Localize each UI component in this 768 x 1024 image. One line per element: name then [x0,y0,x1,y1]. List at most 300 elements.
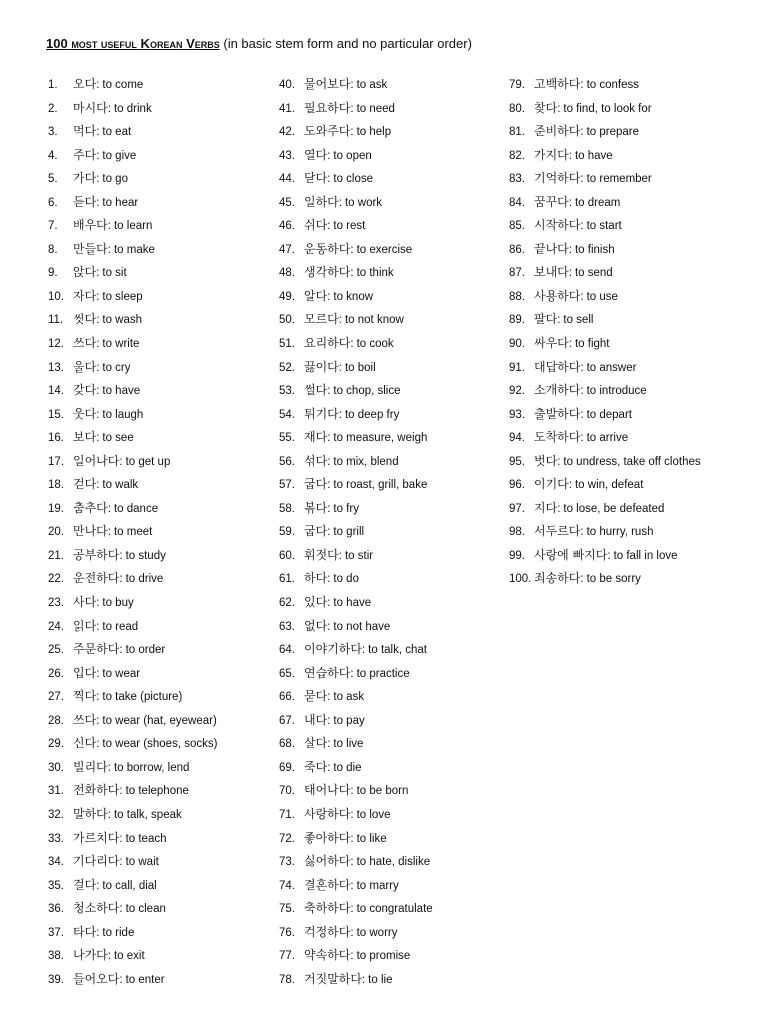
english-meaning: to like [356,832,387,845]
korean-verb: 갖다 [73,383,97,398]
item-number: 52. [279,361,295,374]
item-number: 24. [48,620,64,633]
english-meaning: to take (picture) [102,691,183,704]
separator: : [350,926,354,939]
separator: : [350,667,354,680]
english-meaning: to not know [344,314,404,327]
korean-verb: 만들다 [73,241,108,256]
separator: : [107,220,111,233]
korean-verb: 운전하다 [73,571,120,586]
english-meaning: to enter [125,973,165,986]
item-number: 80. [509,102,525,115]
korean-verb: 들어오다 [73,971,120,986]
item-number: 91. [509,361,525,374]
korean-verb: 준비하다 [534,124,581,139]
separator: : [119,785,123,798]
item-number: 20. [48,526,64,539]
separator: : [580,290,584,303]
english-meaning: to have [102,385,141,398]
english-meaning: to hurry, rush [586,526,654,539]
english-meaning: to ride [102,926,135,939]
korean-verb: 도와주다 [304,124,351,139]
english-meaning: to send [574,267,613,280]
separator: : [96,385,100,398]
list-item [48,120,273,144]
item-number: 99. [509,549,525,562]
separator: : [338,549,342,562]
korean-verb: 마시다 [73,100,108,115]
english-meaning: to dance [113,502,159,515]
english-meaning: to win, defeat [574,479,644,492]
english-meaning: to marry [356,879,399,892]
item-number: 46. [279,220,295,233]
list-item [48,426,273,450]
separator: : [580,385,584,398]
list-item [279,73,507,97]
item-number: 15. [48,408,64,421]
separator: : [119,573,123,586]
separator: : [96,738,100,751]
item-number: 49. [279,290,295,303]
english-meaning: to come [102,79,144,91]
item-number: 29. [48,738,64,751]
korean-verb: 듣다 [73,194,97,209]
item-number: 36. [48,903,64,916]
list-item [509,567,759,591]
list-item [48,968,273,992]
separator: : [96,149,100,162]
separator: : [350,126,354,139]
korean-verb: 내다 [304,712,328,727]
korean-verb: 끓이다 [304,359,339,374]
separator: : [107,761,111,774]
item-number: 35. [48,879,64,892]
korean-verb: 요리하다 [304,336,351,351]
separator: : [327,502,331,515]
list-item [279,97,507,121]
item-number: 22. [48,573,64,586]
korean-verb: 가다 [73,171,97,186]
list-item [279,285,507,309]
item-number: 43. [279,149,295,162]
korean-verb: 서두르다 [534,524,581,539]
separator: : [568,196,572,209]
list-item [48,238,273,262]
english-meaning: to call, dial [102,879,157,892]
separator: : [327,714,331,727]
list-item [48,497,273,521]
list-item [509,191,759,215]
list-item [509,473,759,497]
page-title [46,36,472,51]
item-number: 90. [509,338,525,351]
separator: : [580,173,584,186]
english-meaning: to clean [125,903,166,916]
korean-verb: 쉬다 [304,218,328,233]
item-number: 32. [48,808,64,821]
item-number: 77. [279,950,295,963]
separator: : [580,526,584,539]
english-meaning: to have [574,149,613,162]
korean-verb: 읽다 [73,618,97,633]
separator: : [96,314,100,327]
english-meaning: to write [102,338,140,351]
separator: : [327,691,331,704]
list-item [48,662,273,686]
list-item [279,167,507,191]
korean-verb: 앉다 [73,265,97,280]
english-meaning: to boil [344,361,376,374]
list-item [279,261,507,285]
korean-verb: 좋아하다 [304,830,351,845]
korean-verb: 일하다 [304,194,339,209]
separator: : [350,102,354,115]
list-item [509,403,759,427]
list-item [48,520,273,544]
korean-verb: 오다 [73,77,97,91]
item-number: 75. [279,903,295,916]
item-number: 63. [279,620,295,633]
english-meaning: to fall in love [613,549,678,562]
korean-verb: 대답하다 [534,359,581,374]
item-number: 4. [48,149,58,162]
item-number: 10. [48,290,64,303]
korean-verb: 걱정하다 [304,924,351,939]
separator: : [327,573,331,586]
english-meaning: to practice [356,667,410,680]
korean-verb: 재다 [304,430,328,445]
separator: : [327,290,331,303]
korean-verb: 사랑에 빠지다 [534,547,608,562]
separator: : [96,691,100,704]
korean-verb: 싫어하다 [304,854,351,869]
item-number: 87. [509,267,525,280]
item-number: 68. [279,738,295,751]
separator: : [119,973,123,986]
separator: : [96,408,100,421]
item-number: 13. [48,361,64,374]
separator: : [327,761,331,774]
separator: : [338,361,342,374]
english-meaning: to help [356,126,392,139]
english-meaning: to teach [125,832,167,845]
korean-verb: 고백하다 [534,77,581,91]
item-number: 100. [509,573,532,586]
list-item [48,356,273,380]
separator: : [350,856,354,869]
item-number: 93. [509,408,525,421]
korean-verb: 타다 [73,924,97,939]
item-number: 92. [509,385,525,398]
item-number: 17. [48,455,64,468]
separator: : [96,338,100,351]
separator: : [327,597,331,610]
english-meaning: to depart [586,408,632,421]
verb-column-3 [509,73,759,591]
korean-verb: 볶다 [304,500,328,515]
list-item [279,520,507,544]
english-meaning: to meet [113,526,153,539]
english-meaning: to walk [102,479,139,492]
english-meaning: to answer [586,361,637,374]
english-meaning: to laugh [102,408,144,421]
korean-verb: 팔다 [534,312,558,327]
title-prefix: 100 [46,36,72,51]
korean-verb: 주문하다 [73,642,120,657]
korean-verb: 결혼하다 [304,877,351,892]
item-number: 1. [48,79,58,91]
list-item [279,850,507,874]
korean-verb: 꿈꾸다 [534,194,569,209]
korean-verb: 기억하다 [534,171,581,186]
separator: : [96,432,100,445]
list-item [48,97,273,121]
separator: : [568,267,572,280]
list-item [509,379,759,403]
list-item [279,426,507,450]
title-erbs: erbs [194,36,220,51]
korean-verb: 묻다 [304,689,328,704]
list-item [509,97,759,121]
korean-verb: 살다 [304,736,328,751]
list-item [279,238,507,262]
list-item [48,944,273,968]
list-item [279,827,507,851]
item-number: 74. [279,879,295,892]
title-v: V [186,36,195,51]
item-number: 66. [279,691,295,704]
english-meaning: to roast, grill, bake [333,479,428,492]
english-meaning: to do [333,573,359,586]
separator: : [96,926,100,939]
english-meaning: to learn [113,220,153,233]
item-number: 83. [509,173,525,186]
separator: : [607,549,611,562]
korean-verb: 열다 [304,147,328,162]
english-meaning: to drive [125,573,164,586]
english-meaning: to sit [102,267,127,280]
separator: : [327,385,331,398]
list-item [509,426,759,450]
item-number: 82. [509,149,525,162]
item-number: 18. [48,479,64,492]
separator: : [96,361,100,374]
list-item [509,544,759,568]
korean-verb: 굽다 [304,477,328,492]
english-meaning: to get up [125,455,171,468]
korean-verb: 말하다 [73,806,108,821]
list-item [48,214,273,238]
english-meaning: to lie [368,973,393,986]
separator: : [96,196,100,209]
item-number: 2. [48,102,58,115]
english-meaning: to hear [102,196,139,209]
korean-verb: 기다리다 [73,854,120,869]
list-item [279,968,507,992]
item-number: 97. [509,502,525,515]
korean-verb: 걸다 [73,877,97,892]
separator: : [96,79,100,91]
english-meaning: to cook [356,338,394,351]
list-item [509,238,759,262]
english-meaning: to read [102,620,139,633]
list-item [279,803,507,827]
list-item [48,261,273,285]
separator: : [557,455,561,468]
korean-verb: 공부하다 [73,547,120,562]
english-meaning: to exit [113,950,145,963]
korean-verb: 울다 [73,359,97,374]
korean-verb: 입다 [73,665,97,680]
korean-verb: 도착하다 [534,430,581,445]
list-item [279,921,507,945]
separator: : [327,220,331,233]
list-item [509,73,759,97]
item-number: 60. [279,549,295,562]
english-meaning: to worry [356,926,398,939]
english-meaning: to lose, be defeated [563,502,665,515]
title-orean: orean [149,36,183,51]
list-item [279,779,507,803]
korean-verb: 죄송하다 [534,571,581,586]
separator: : [107,502,111,515]
korean-verb: 있다 [304,595,328,610]
korean-verb: 나가다 [73,948,108,963]
list-item [48,403,273,427]
separator: : [568,479,572,492]
korean-verb: 보내다 [534,265,569,280]
korean-verb: 만나다 [73,524,108,539]
item-number: 38. [48,950,64,963]
list-item [279,403,507,427]
separator: : [107,102,111,115]
korean-verb: 모르다 [304,312,339,327]
separator: : [568,243,572,256]
item-number: 42. [279,126,295,139]
item-number: 71. [279,808,295,821]
korean-verb: 태어나다 [304,783,351,798]
separator: : [350,267,354,280]
item-number: 11. [48,314,64,327]
english-meaning: to measure, weigh [333,432,428,445]
korean-verb: 축하하다 [304,901,351,916]
english-meaning: to grill [333,526,365,539]
korean-verb: 자다 [73,288,97,303]
item-number: 31. [48,785,64,798]
english-meaning: to love [356,808,391,821]
separator: : [327,455,331,468]
item-number: 40. [279,79,295,91]
list-item [48,73,273,97]
separator: : [361,973,366,986]
list-item [279,685,507,709]
list-item [48,332,273,356]
korean-verb: 쓰다 [73,336,97,351]
item-number: 67. [279,714,295,727]
item-number: 59. [279,526,295,539]
item-number: 8. [48,243,58,256]
item-number: 12. [48,338,64,351]
item-number: 89. [509,314,525,327]
item-number: 3. [48,126,58,139]
english-meaning: to not have [333,620,391,633]
list-item [279,497,507,521]
list-item [509,261,759,285]
english-meaning: to die [333,761,362,774]
english-meaning: to deep fry [344,408,400,421]
title-small-caps: most useful [71,36,141,51]
separator: : [119,455,123,468]
separator: : [338,314,342,327]
item-number: 50. [279,314,295,327]
korean-verb: 가르치다 [73,830,120,845]
english-meaning: to sleep [102,290,143,303]
english-meaning: to hate, dislike [356,856,431,869]
separator: : [350,808,354,821]
separator: : [350,338,354,351]
separator: : [96,667,100,680]
separator: : [568,338,572,351]
list-item [279,638,507,662]
item-number: 94. [509,432,525,445]
english-meaning: to finish [574,243,615,256]
separator: : [338,196,342,209]
korean-verb: 보다 [73,430,97,445]
separator: : [107,526,111,539]
separator: : [119,832,123,845]
english-meaning: to live [333,738,364,751]
korean-verb: 싸우다 [534,336,569,351]
english-meaning: to make [113,243,155,256]
separator: : [107,950,111,963]
item-number: 88. [509,290,525,303]
korean-verb: 찍다 [73,689,97,704]
item-number: 9. [48,267,58,280]
item-number: 62. [279,597,295,610]
english-meaning: to stir [344,549,374,562]
english-meaning: to order [125,644,166,657]
list-item [48,285,273,309]
english-meaning: to talk, chat [368,644,427,657]
separator: : [361,644,366,657]
item-number: 81. [509,126,525,139]
separator: : [96,290,100,303]
list-item [279,662,507,686]
separator: : [350,79,354,91]
korean-verb: 생각하다 [304,265,351,280]
korean-verb: 연습하다 [304,665,351,680]
separator: : [350,879,354,892]
item-number: 28. [48,714,64,727]
list-item [279,356,507,380]
english-meaning: to cry [102,361,131,374]
list-item [279,544,507,568]
separator: : [350,950,354,963]
korean-verb: 소개하다 [534,383,581,398]
english-meaning: to talk, speak [113,808,182,821]
list-item [509,520,759,544]
separator: : [119,644,123,657]
list-item [48,827,273,851]
separator: : [580,573,584,586]
item-number: 53. [279,385,295,398]
english-meaning: to prepare [586,126,640,139]
korean-verb: 약속하다 [304,948,351,963]
list-item [48,850,273,874]
list-item [509,356,759,380]
korean-verb: 굽다 [304,524,328,539]
korean-verb: 사랑하다 [304,806,351,821]
